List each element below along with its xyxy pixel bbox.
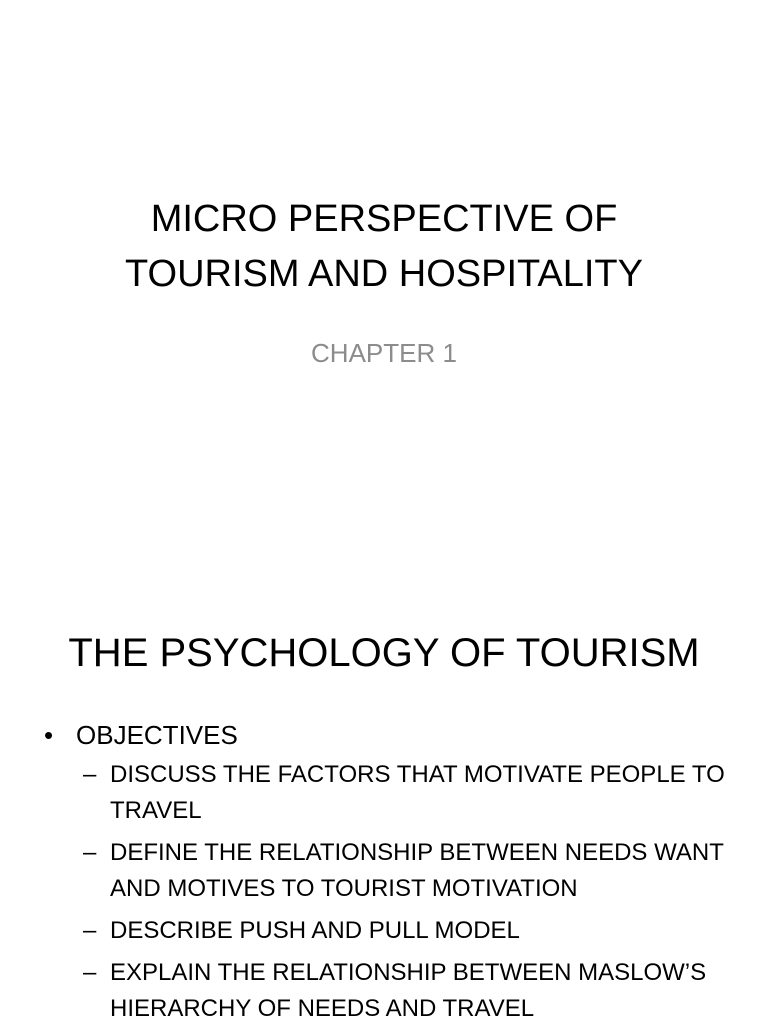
bullet-list <box>44 717 744 1024</box>
title-line-1: MICRO PERSPECTIVE OF <box>150 198 618 240</box>
dash-icon: – <box>83 917 97 944</box>
bullet-icon: • <box>44 720 54 750</box>
content-slide-heading: THE PSYCHOLOGY OF TOURISM <box>68 631 700 675</box>
dash-icon: – <box>83 839 97 866</box>
bullet-label: OBJECTIVES <box>76 720 238 750</box>
bullet-item-objectives <box>44 717 744 1024</box>
sub-item-text: DESCRIBE PUSH AND PULL MODEL <box>110 917 520 944</box>
title-line-2: TOURISM AND HOSPITALITY <box>124 253 643 295</box>
dash-icon: – <box>83 959 97 986</box>
sub-item-push-pull-model <box>83 913 744 949</box>
sub-item-text: DEFINE THE RELATIONSHIP BETWEEN NEEDS WANT AND MOTIVES TO TOURIST MOTIVATION <box>110 839 724 902</box>
sub-item-text: EXPLAIN THE RELATIONSHIP BETWEEN MASLOW’S HIERARCHY OF NEEDS AND TRAVEL <box>110 959 707 1022</box>
sub-item-define-relationship <box>83 835 744 907</box>
sub-item-maslow-hierarchy <box>83 955 744 1024</box>
dash-icon: – <box>83 761 97 788</box>
sub-item-text: DISCUSS THE FACTORS THAT MOTIVATE PEOPLE TO TRAVEL <box>110 761 725 824</box>
title-slide-heading <box>0 192 768 302</box>
objectives-sub-list <box>76 757 744 1024</box>
content-slide <box>0 512 768 1024</box>
chapter-subtitle: CHAPTER 1 <box>311 338 457 368</box>
sub-item-discuss-factors <box>83 757 744 829</box>
